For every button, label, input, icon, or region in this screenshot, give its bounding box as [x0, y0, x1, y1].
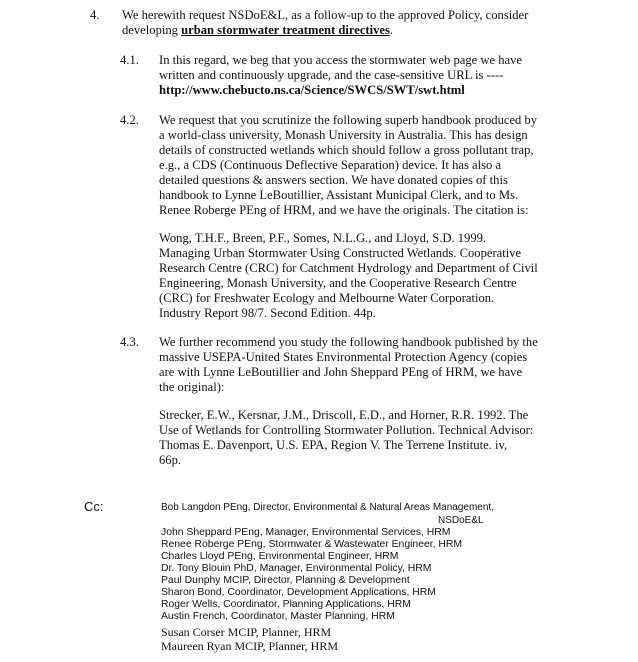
item-4-1-number: 4.1. — [120, 53, 139, 67]
item-4-line-1: We herewith request NSDoE&L, as a follow-up to the approved Policy, consider — [122, 8, 529, 22]
citation-wong-line: Managing Urban Stormwater Using Constructed Wetlands. Cooperative — [159, 246, 522, 260]
directives-link[interactable]: urban stormwater treatment directives — [181, 23, 390, 37]
cc-label: Cc: — [84, 499, 104, 514]
item-4-2-line: details of constructed wetlands which should follow a gross pollutant trap, — [159, 143, 534, 157]
cc-recipient: Paul Dunphy MCIP, Director, Planning & Development — [161, 575, 410, 586]
citation-strecker-line: Use of Wetlands for Controlling Stormwater Pollution. Technical Advisor: — [159, 423, 534, 437]
item-4-2-line: We request that you scrutinize the following superb handbook produced by — [159, 113, 538, 127]
citation-strecker-line: Thomas E. Davenport, U.S. EPA, Region V. The Terrene Institute. iv, — [159, 438, 508, 452]
cc-recipient: Charles Lloyd PEng, Environmental Engineer, HRM — [161, 551, 399, 562]
cc-recipient: Maureen Ryan MCIP, Planner, HRM — [161, 639, 339, 653]
item-4-line-2-suffix: . — [389, 23, 394, 37]
item-4-line-2-prefix: developing — [122, 23, 182, 37]
citation-strecker-line: Strecker, E.W., Kersnar, J.M., Driscoll, E.D., and Horner, R.R. 1992. The — [159, 408, 529, 422]
citation-wong-line: Wong, T.H.F., Breen, P.F., Somes, N.L.G., and Lloyd, S.D. 1999. — [159, 231, 487, 245]
item-4-3-number: 4.3. — [120, 335, 139, 349]
cc-recipient: John Sheppard PEng, Manager, Environmental Services, HRM — [161, 527, 451, 538]
item-4-1-line-2: written and continuously upgrade, and the case-sensitive URL is ---- — [159, 68, 504, 82]
item-4-2-line: a world-class university, Monash University in Australia. This has design — [159, 128, 528, 142]
cc-recipient: Bob Langdon PEng, Director, Environmental & Natural Areas Management, — [161, 502, 494, 513]
cc-recipient: Sharon Bond, Coordinator, Development Applications, HRM — [161, 587, 436, 598]
item-4-line-2 — [122, 23, 393, 38]
item-4-3-line: the original): — [159, 380, 225, 394]
citation-wong-line: Industry Report 98/7. Second Edition. 44p. — [159, 306, 376, 320]
cc-recipient: Roger Wells, Coordinator, Planning Applications, HRM — [161, 599, 411, 610]
cc-recipient: Renee Roberge PEng, Stormwater & Wastewater Engineer, HRM — [161, 539, 463, 550]
citation-wong-line: (CRC) for Freshwater Ecology and Melbourne Water Corporation. — [159, 291, 495, 305]
citation-strecker-line: 66p. — [159, 453, 182, 467]
item-4-3-line: massive USEPA-United States Environmental Protection Agency (copies — [159, 350, 528, 364]
cc-recipient: Susan Corser MCIP, Planner, HRM — [161, 625, 332, 639]
item-4-2-line: e.g., a CDS (Continuous Deflective Separation) device. It has also a — [159, 158, 502, 172]
cc-recipient: NSDoE&L — [438, 515, 484, 526]
cc-recipient: Austin French, Coordinator, Master Planning, HRM — [161, 611, 395, 622]
item-4-2-line: handbook to Lynne LeBoutillier, Assistant Municipal Clerk, and to Ms. — [159, 188, 519, 202]
citation-wong-line: Engineering, Monash University, and the Cooperative Research Centre — [159, 276, 517, 290]
item-4-2-line: Renee Roberge PEng of HRM, and we have the originals. The citation is: — [159, 203, 529, 217]
item-4-3-line: are with Lynne LeBoutillier and John Sheppard PEng of HRM, we have — [159, 365, 523, 379]
item-4-number: 4. — [90, 8, 100, 22]
citation-wong-line: Research Centre (CRC) for Catchment Hydrology and Department of Civil — [159, 261, 538, 275]
item-4-2-number: 4.2. — [120, 113, 139, 127]
stormwater-url-link[interactable]: http://www.chebucto.ns.ca/Science/SWCS/SWT/swt.html — [159, 83, 465, 97]
cc-recipient: Dr. Tony Blouin PhD, Manager, Environmental Policy, HRM — [161, 563, 432, 574]
item-4-1-line-1: In this regard, we beg that you access the stormwater web page we have — [159, 53, 522, 67]
item-4-3-line: We further recommend you study the following handbook published by the — [159, 335, 538, 349]
item-4-2-line: detailed questions & answers section. We have donated copies of this — [159, 173, 508, 187]
